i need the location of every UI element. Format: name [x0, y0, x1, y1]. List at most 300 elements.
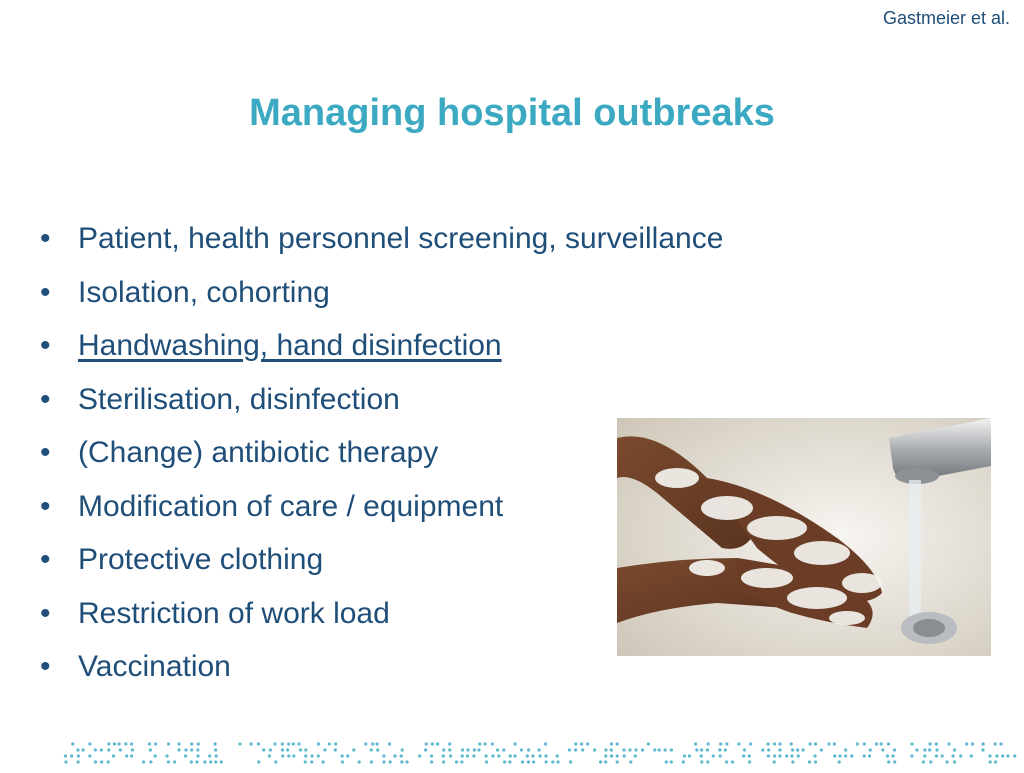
pattern-dot — [586, 742, 589, 745]
pattern-dot — [610, 748, 613, 751]
pattern-dot — [887, 742, 890, 745]
pattern-dot — [869, 748, 872, 751]
pattern-dot — [556, 754, 559, 757]
pattern-dot — [442, 754, 445, 757]
pattern-dot — [119, 748, 122, 751]
pattern-dot — [743, 748, 746, 751]
pattern-dot — [460, 760, 463, 763]
pattern-dot — [893, 748, 896, 751]
pattern-dot — [250, 742, 253, 745]
pattern-dot — [610, 754, 613, 757]
pattern-dot — [544, 742, 547, 745]
pattern-dot — [994, 742, 997, 745]
pattern-dot — [497, 754, 500, 757]
pattern-dot — [405, 760, 408, 763]
pattern-dot — [322, 760, 325, 763]
pattern-dot — [545, 760, 548, 763]
pattern-dot — [634, 748, 637, 751]
pattern-dot — [448, 748, 451, 751]
pattern-dot — [778, 754, 781, 757]
pattern-dot — [107, 760, 110, 763]
pattern-dot — [376, 748, 379, 751]
pattern-dot — [508, 760, 511, 763]
pattern-dot — [64, 754, 67, 757]
pattern-dot — [287, 742, 290, 745]
pattern-dot — [292, 754, 295, 757]
pattern-dot — [568, 748, 571, 751]
pattern-dot — [670, 748, 673, 751]
pattern-dot — [430, 760, 433, 763]
pattern-dot — [527, 760, 530, 763]
pattern-dot — [923, 754, 926, 757]
pattern-dot — [718, 748, 721, 751]
pattern-dot — [725, 742, 728, 745]
pattern-dot — [814, 742, 817, 745]
pattern-dot — [214, 742, 217, 745]
bullet-text-link[interactable]: Handwashing, hand disinfection — [78, 329, 502, 362]
pattern-dot — [88, 742, 91, 745]
pattern-dot — [999, 742, 1002, 745]
pattern-dot — [875, 742, 878, 745]
pattern-dot — [203, 760, 206, 763]
pattern-dot — [634, 754, 637, 757]
pattern-dot — [520, 748, 523, 751]
pattern-dot — [863, 754, 866, 757]
bullet-text: Modification of care / equipment — [78, 489, 504, 523]
pattern-dot — [382, 754, 385, 757]
pattern-dot — [461, 748, 464, 751]
pattern-dot — [304, 748, 307, 751]
pattern-dot — [473, 748, 476, 751]
pattern-dot — [513, 754, 516, 757]
bullet-dot: • — [40, 543, 51, 576]
pattern-dot — [773, 754, 776, 757]
pattern-dot — [616, 742, 619, 745]
pattern-dot — [838, 754, 841, 757]
pattern-dot — [556, 760, 559, 763]
pattern-dot — [195, 760, 198, 763]
pattern-dot — [604, 754, 607, 757]
pattern-dot — [148, 742, 151, 745]
pattern-dot — [724, 748, 727, 751]
pattern-dot — [616, 760, 619, 763]
pattern-dot — [863, 742, 866, 745]
pattern-dot — [791, 748, 794, 751]
pattern-dot — [281, 748, 284, 751]
pattern-dot — [483, 742, 486, 745]
pattern-dot — [604, 760, 607, 763]
pattern-dot — [323, 748, 326, 751]
pattern-dot — [910, 742, 913, 745]
pattern-dot — [107, 742, 110, 745]
pattern-dot — [71, 742, 74, 745]
bullet-dot: • — [40, 650, 51, 683]
pattern-dot — [76, 748, 79, 751]
pattern-dot — [551, 760, 554, 763]
pattern-dot — [1013, 754, 1016, 757]
pattern-dot — [790, 742, 793, 745]
pattern-dot — [785, 754, 788, 757]
pattern-dot — [719, 742, 722, 745]
drain-hole — [913, 619, 945, 637]
pattern-dot — [833, 754, 836, 757]
pattern-dot — [196, 748, 199, 751]
pattern-dot — [569, 760, 572, 763]
bullet-dot: • — [40, 382, 51, 416]
pattern-dot — [364, 742, 367, 745]
pattern-dot — [334, 748, 337, 751]
pattern-dot — [778, 748, 781, 751]
pattern-dot — [117, 742, 120, 745]
pattern-dot — [941, 754, 944, 757]
pattern-dot — [257, 742, 260, 745]
pattern-dot — [749, 742, 752, 745]
pattern-dot — [400, 754, 403, 757]
pattern-dot — [184, 754, 187, 757]
pattern-dot — [773, 760, 776, 763]
pattern-dot — [767, 748, 770, 751]
pattern-dot — [400, 760, 403, 763]
bullet-text: Restriction of work load — [78, 596, 390, 630]
pattern-dot — [526, 754, 529, 757]
pattern-dot — [346, 754, 349, 757]
pattern-dot — [112, 754, 115, 757]
pattern-dot — [190, 748, 193, 751]
slide-title: Managing hospital outbreaks — [249, 92, 775, 134]
pattern-dot — [220, 760, 223, 763]
pattern-dot — [935, 748, 938, 751]
pattern-dot — [82, 748, 85, 751]
bullet-item — [40, 212, 723, 266]
pattern-dot — [257, 760, 260, 763]
pattern-dot — [214, 748, 217, 751]
pattern-dot — [868, 754, 871, 757]
pattern-dot — [767, 754, 770, 757]
bullet-dot: • — [40, 329, 51, 362]
pattern-dot — [142, 760, 145, 763]
pattern-dot — [455, 760, 458, 763]
pattern-dot — [352, 748, 355, 751]
pattern-dot — [100, 748, 103, 751]
pattern-dot — [208, 754, 211, 757]
pattern-dot — [269, 748, 272, 751]
pattern-dot — [466, 748, 469, 751]
pattern-dot — [304, 754, 307, 757]
decorative-dot-band — [60, 738, 1024, 768]
pattern-dot — [491, 754, 494, 757]
pattern-dot — [719, 754, 722, 757]
pattern-dot — [945, 760, 948, 763]
pattern-dot — [310, 760, 313, 763]
pattern-dot — [527, 748, 530, 751]
pattern-dot — [190, 742, 193, 745]
pattern-dot — [514, 742, 517, 745]
pattern-dot — [928, 742, 931, 745]
pattern-dot — [891, 754, 894, 757]
pattern-dot — [767, 742, 770, 745]
pattern-dot — [341, 754, 344, 757]
bullet-item — [40, 319, 723, 373]
pattern-dot — [177, 742, 180, 745]
pattern-dot — [304, 760, 307, 763]
pattern-dot — [196, 754, 199, 757]
pattern-dot — [287, 754, 290, 757]
pattern-dot — [376, 742, 379, 745]
pattern-dot — [310, 754, 313, 757]
pattern-dot — [449, 754, 452, 757]
pattern-dot — [700, 748, 703, 751]
pattern-dot — [370, 748, 373, 751]
bullet-dot: • — [40, 489, 51, 523]
pattern-dot — [682, 760, 685, 763]
pattern-dot — [215, 754, 218, 757]
pattern-dot — [389, 760, 392, 763]
pattern-dot — [928, 748, 931, 751]
pattern-dot — [466, 754, 469, 757]
pattern-dot — [281, 754, 284, 757]
pattern-dot — [593, 748, 596, 751]
pattern-dot — [761, 748, 764, 751]
pattern-dot — [88, 754, 91, 757]
pattern-dot — [502, 748, 505, 751]
pattern-dot — [461, 754, 464, 757]
pattern-dot — [827, 742, 830, 745]
pattern-dot — [658, 748, 661, 751]
pattern-dot — [935, 754, 938, 757]
bullet-dot: • — [40, 436, 51, 469]
citation: Gastmeier et al. — [882, 8, 1010, 28]
pattern-dot — [801, 748, 804, 751]
bullet-dot: • — [40, 596, 51, 630]
pattern-dot — [808, 760, 811, 763]
pattern-dot — [496, 748, 499, 751]
bullet-text: Isolation, cohorting — [78, 275, 330, 309]
pattern-dot — [214, 760, 217, 763]
pattern-dot — [124, 742, 127, 745]
pattern-dot — [113, 742, 116, 745]
pattern-dot — [856, 742, 859, 745]
pattern-dot — [947, 742, 950, 745]
bullet-dot: • — [40, 275, 51, 309]
pattern-dot — [149, 748, 152, 751]
pattern-dot — [844, 748, 847, 751]
pattern-dot — [94, 748, 97, 751]
pattern-dot — [887, 760, 890, 763]
pattern-dot — [154, 754, 157, 757]
bullet-text: Patient, health personnel screening, surveillance — [78, 222, 724, 255]
pattern-dot — [190, 760, 193, 763]
pattern-dot — [796, 748, 799, 751]
pattern-dot — [299, 748, 302, 751]
pattern-dot — [971, 742, 974, 745]
pattern-dot — [670, 760, 673, 763]
pattern-dot — [959, 754, 962, 757]
pattern-dot — [647, 742, 650, 745]
bullet-dot: • — [40, 222, 51, 255]
pattern-dot — [418, 754, 421, 757]
pattern-dot — [388, 742, 391, 745]
pattern-dot — [838, 760, 841, 763]
pattern-dot — [537, 748, 540, 751]
pattern-dot — [665, 760, 668, 763]
pattern-dot — [965, 742, 968, 745]
pattern-dot — [893, 760, 896, 763]
pattern-dot — [844, 754, 847, 757]
bullet-item — [40, 266, 723, 320]
pattern-dot — [531, 754, 534, 757]
pattern-dot — [209, 760, 212, 763]
pattern-dot — [521, 760, 524, 763]
pattern-dot — [981, 748, 984, 751]
pattern-dot — [773, 742, 776, 745]
pattern-dot — [742, 754, 745, 757]
pattern-dot — [268, 754, 271, 757]
pattern-dot — [820, 748, 823, 751]
pattern-dot — [628, 748, 631, 751]
pattern-dot — [813, 754, 816, 757]
pattern-dot — [94, 760, 97, 763]
pattern-dot — [574, 742, 577, 745]
pattern-dot — [431, 742, 434, 745]
pattern-dot — [982, 742, 985, 745]
pattern-dot — [935, 742, 938, 745]
pattern-dot — [748, 754, 751, 757]
handwashing-illustration — [617, 418, 991, 656]
pattern-dot — [130, 742, 133, 745]
pattern-dot — [791, 760, 794, 763]
pattern-dot — [700, 754, 703, 757]
dot-pattern — [60, 738, 1024, 768]
pattern-dot — [623, 754, 626, 757]
pattern-dot — [425, 742, 428, 745]
pattern-dot — [700, 760, 703, 763]
pattern-dot — [317, 754, 320, 757]
pattern-dot — [604, 748, 607, 751]
pattern-dot — [748, 760, 751, 763]
pattern-dot — [808, 742, 811, 745]
pattern-dot — [731, 760, 734, 763]
pattern-dot — [610, 742, 613, 745]
pattern-dot — [797, 754, 800, 757]
pattern-dot — [197, 742, 200, 745]
pattern-dot — [850, 754, 853, 757]
pattern-dot — [167, 742, 170, 745]
pattern-dot — [436, 742, 439, 745]
pattern-dot — [929, 760, 932, 763]
pattern-dot — [77, 754, 80, 757]
pattern-dot — [424, 748, 427, 751]
pattern-dot — [165, 754, 168, 757]
pattern-dot — [477, 748, 480, 751]
pattern-dot — [833, 742, 836, 745]
pattern-dot — [599, 760, 602, 763]
pattern-dot — [154, 742, 157, 745]
pattern-dot — [484, 754, 487, 757]
pattern-dot — [544, 754, 547, 757]
pattern-dot — [292, 742, 295, 745]
pattern-dot — [177, 748, 180, 751]
pattern-dot — [149, 760, 152, 763]
pattern-dot — [688, 754, 691, 757]
bullet-text: Protective clothing — [78, 543, 324, 576]
pattern-dot — [297, 742, 300, 745]
pattern-dot — [641, 748, 644, 751]
pattern-dot — [184, 748, 187, 751]
pattern-dot — [334, 742, 337, 745]
pattern-dot — [173, 760, 176, 763]
pattern-dot — [509, 754, 512, 757]
pattern-dot — [262, 748, 265, 751]
pattern-dot — [915, 748, 918, 751]
pattern-dot — [995, 754, 998, 757]
bullet-text: Vaccination — [78, 650, 231, 683]
pattern-dot — [167, 760, 170, 763]
pattern-dot — [629, 760, 632, 763]
pattern-dot — [503, 760, 506, 763]
pattern-dot — [281, 742, 284, 745]
pattern-dot — [953, 760, 956, 763]
bullet-text: Sterilisation, disinfection — [78, 382, 400, 416]
pattern-dot — [64, 760, 67, 763]
pattern-dot — [286, 748, 289, 751]
pattern-dot — [448, 742, 451, 745]
pattern-dot — [778, 742, 781, 745]
pattern-dot — [382, 760, 385, 763]
pattern-dot — [1001, 754, 1004, 757]
pattern-dot — [491, 742, 494, 745]
pattern-dot — [712, 754, 715, 757]
handwashing-photo — [617, 418, 991, 656]
pattern-dot — [737, 742, 740, 745]
pattern-dot — [653, 748, 656, 751]
bullet-text: (Change) antibiotic therapy — [78, 436, 439, 469]
pattern-dot — [953, 748, 956, 751]
pattern-dot — [881, 748, 884, 751]
pattern-dot — [358, 760, 361, 763]
pattern-dot — [328, 742, 331, 745]
pattern-dot — [622, 748, 625, 751]
pattern-dot — [317, 742, 320, 745]
pattern-dot — [880, 742, 883, 745]
pattern-dot — [706, 760, 709, 763]
pattern-dot — [910, 754, 913, 757]
pattern-dot — [664, 748, 667, 751]
pattern-dot — [393, 754, 396, 757]
pattern-dot — [706, 748, 709, 751]
pattern-dot — [370, 760, 373, 763]
pattern-dot — [616, 754, 619, 757]
pattern-dot — [442, 748, 445, 751]
pattern-dot — [581, 748, 584, 751]
pattern-dot — [814, 760, 817, 763]
pattern-dot — [70, 754, 73, 757]
pattern-dot — [970, 754, 973, 757]
pattern-dot — [274, 760, 277, 763]
pattern-dot — [442, 760, 445, 763]
pattern-dot — [725, 760, 728, 763]
pattern-dot — [341, 760, 344, 763]
pattern-dot — [989, 760, 992, 763]
pattern-dot — [707, 742, 710, 745]
pattern-dot — [922, 760, 925, 763]
pattern-dot — [485, 760, 488, 763]
pattern-dot — [273, 742, 276, 745]
pattern-dot — [695, 748, 698, 751]
water-stream — [909, 480, 921, 630]
pattern-dot — [131, 748, 134, 751]
pattern-dot — [478, 742, 481, 745]
pattern-dot — [994, 760, 997, 763]
